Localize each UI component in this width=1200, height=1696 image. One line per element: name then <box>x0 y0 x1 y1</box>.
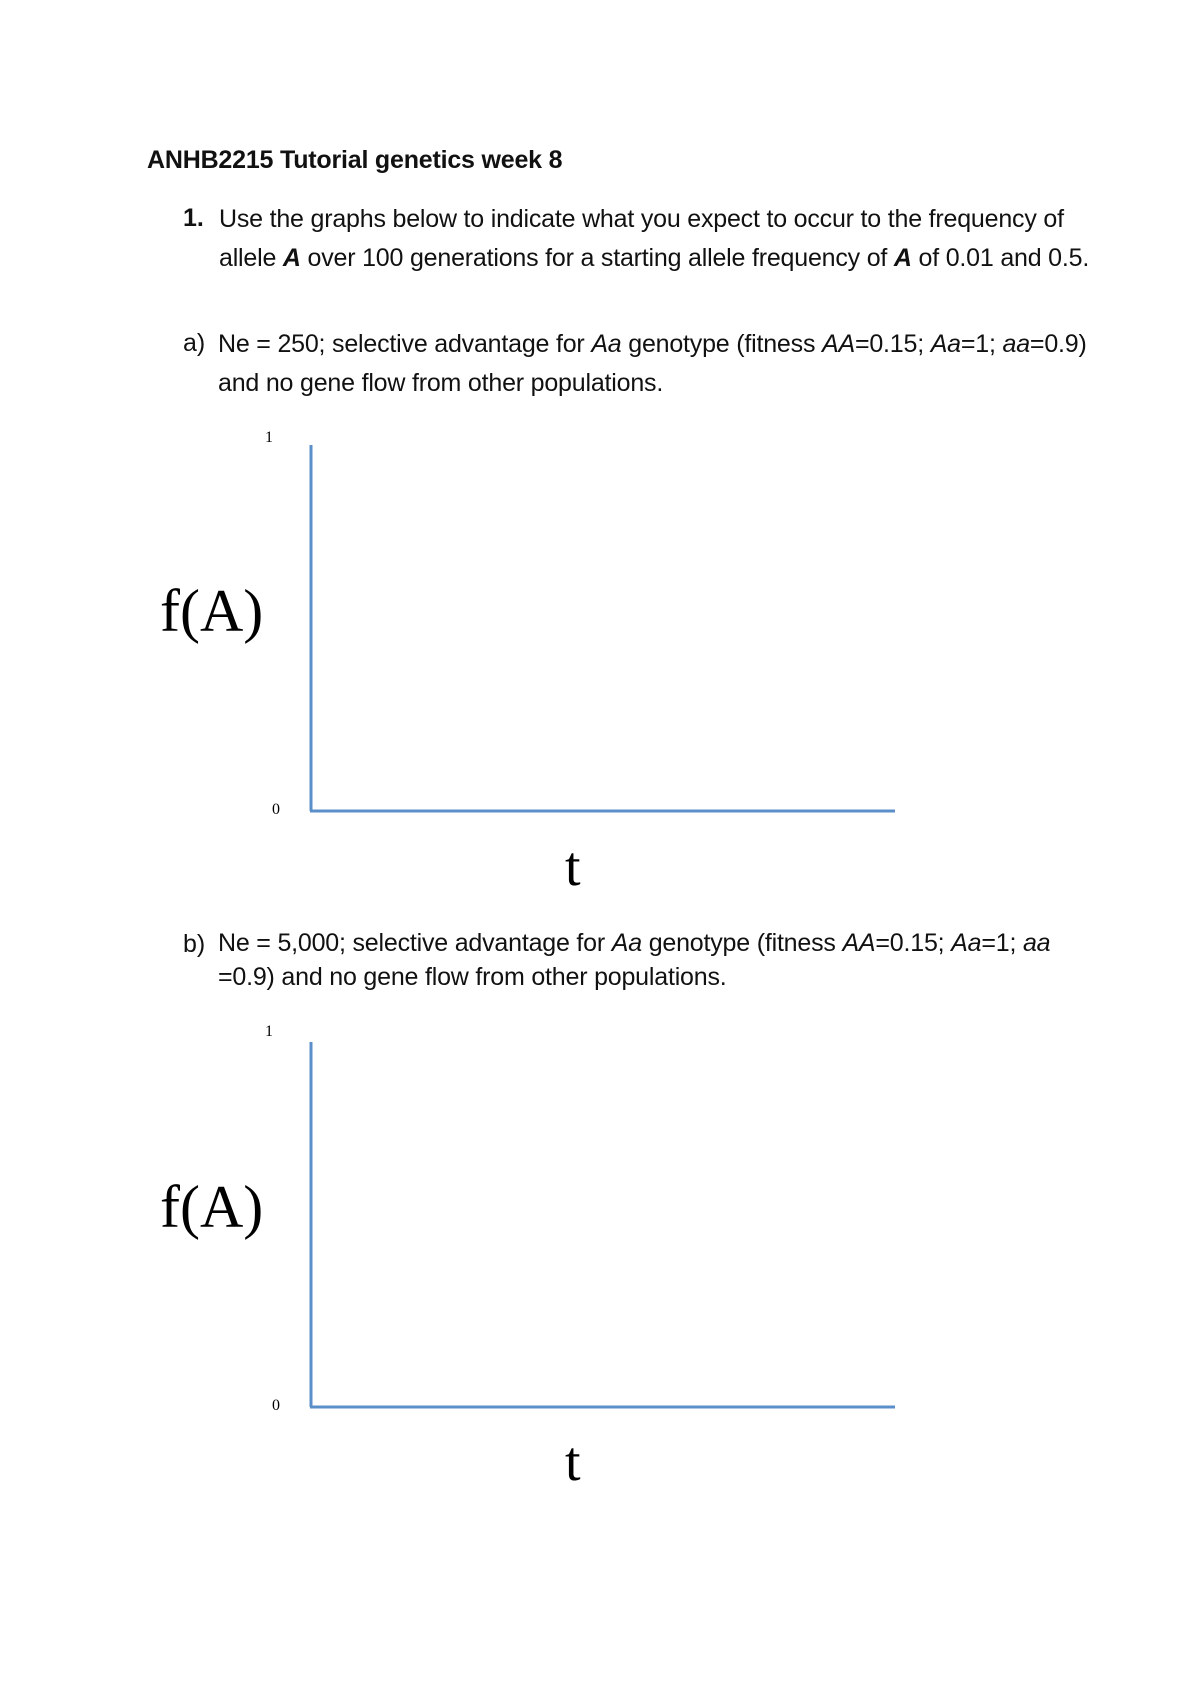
graph-a <box>150 425 910 898</box>
question-number: 1. <box>183 204 204 232</box>
graph-a-y-tick-min: 0 <box>272 801 280 818</box>
part-a-text: Ne = 250; selective advantage for Aa genotype (fitness AA=0.15; Aa=1; aa=0.9) and no gene flow from other populations. <box>218 330 1087 397</box>
question-1-text: Use the graphs below to indicate what you expect to occur to the frequency of allele A over 100 generations for a starting allele frequency of A of 0.01 and 0.5. <box>219 205 1090 272</box>
graph-b-axes <box>150 1018 910 1488</box>
graph-a-axes <box>150 425 910 895</box>
graph-b-y-tick-min: 0 <box>272 1397 280 1414</box>
graph-b-x-label: t <box>565 1431 581 1493</box>
graph-b-y-tick-max: 1 <box>265 1023 273 1040</box>
graph-a-x-label: t <box>565 836 581 898</box>
part-b-marker: b) <box>183 930 206 958</box>
graph-a-y-label: f(A) <box>160 578 264 644</box>
part-a-marker: a) <box>183 329 206 357</box>
document-title: ANHB2215 Tutorial genetics week 8 <box>147 146 563 174</box>
part-b-text: Ne = 5,000; selective advantage for Aa genotype (fitness AA=0.15; Aa=1; aa =0.9) and no gene flow from other populations. <box>218 929 1051 991</box>
graph-a-y-tick-max: 1 <box>265 429 273 446</box>
graph-b-y-label: f(A) <box>160 1174 264 1240</box>
graph-b <box>150 1018 910 1493</box>
